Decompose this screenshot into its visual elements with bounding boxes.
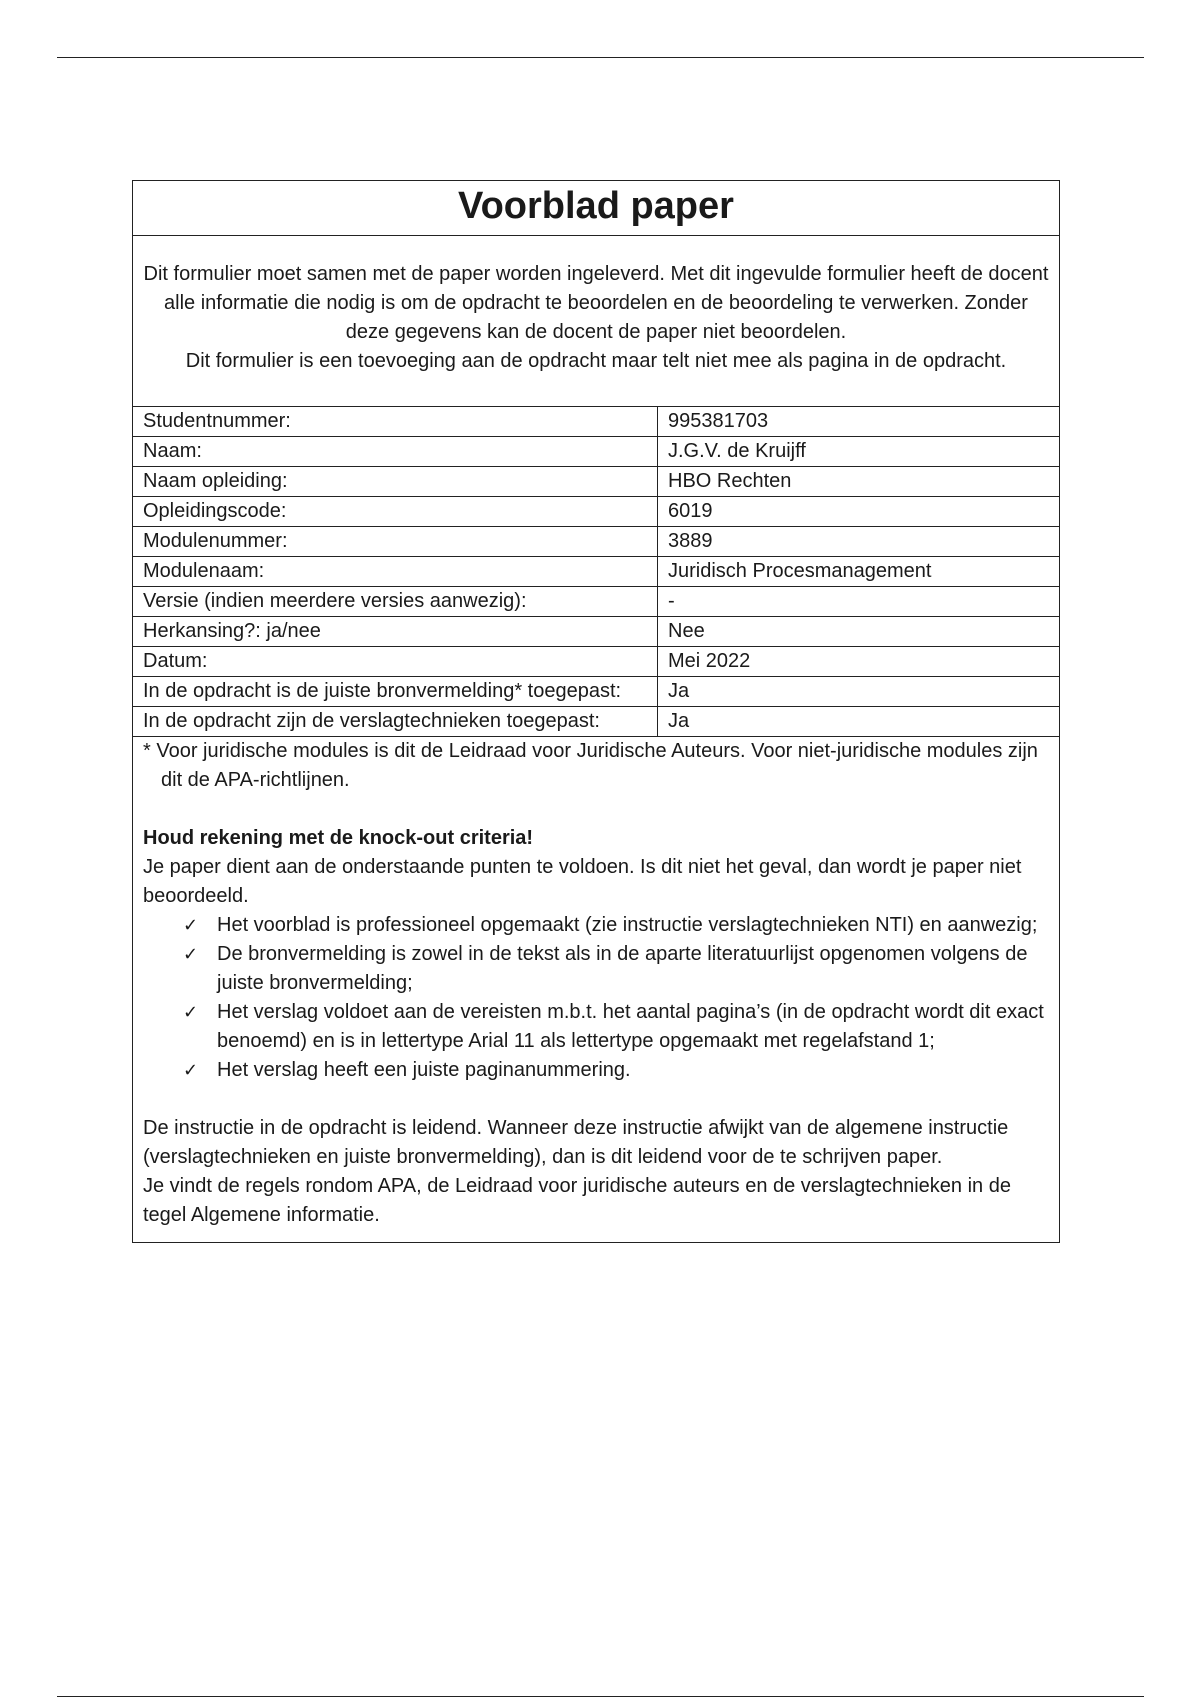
list-item-text: Het verslag heeft een juiste paginanummering. xyxy=(217,1059,631,1081)
field-value: Juridisch Procesmanagement xyxy=(668,560,932,582)
field-value: - xyxy=(668,590,675,612)
field-value: HBO Rechten xyxy=(668,470,792,492)
list-item xyxy=(183,1056,1049,1085)
field-value: 6019 xyxy=(668,500,713,522)
field-label: In de opdracht is de juiste bronvermelding* toegepast: xyxy=(133,677,658,706)
page-title: Voorblad paper xyxy=(133,181,1059,236)
field-value: 3889 xyxy=(668,530,713,552)
checkmark-icon: ✓ xyxy=(183,1002,199,1023)
field-label: Modulenummer: xyxy=(133,527,658,556)
field-value: Ja xyxy=(668,710,690,732)
list-item xyxy=(183,911,1049,940)
table-row xyxy=(133,527,1059,557)
field-label: Naam opleiding: xyxy=(133,467,658,496)
intro-paragraph-1: Dit formulier moet samen met de paper worden ingeleverd. Met dit ingevulde formulier heeft de docent alle informatie die nodig is om de opdracht te beoordelen en de beoordeling te verwerken. Zonder deze gegevens kan de docent de paper niet beoordelen. xyxy=(143,263,1049,343)
intro-paragraph-2: Dit formulier is een toevoeging aan de opdracht maar telt niet mee als pagina in de opdracht. xyxy=(185,350,1007,372)
field-value: J.G.V. de Kruijff xyxy=(668,440,806,462)
knockout-checklist xyxy=(143,911,1049,1085)
checkmark-icon: ✓ xyxy=(183,1060,199,1081)
closing-paragraph-2: Je vindt de regels rondom APA, de Leidraad voor juridische auteurs en de verslagtechnieken in de tegel Algemene informatie. xyxy=(143,1175,1011,1226)
footnote: * Voor juridische modules is dit de Leidraad voor Juridische Auteurs. Voor niet-juridische modules zijn dit de APA-richtlijnen. xyxy=(143,740,1038,791)
field-label: Datum: xyxy=(133,647,658,676)
table-row xyxy=(133,497,1059,527)
list-item xyxy=(183,940,1049,998)
field-value: Ja xyxy=(668,680,690,702)
checkmark-icon: ✓ xyxy=(183,944,199,965)
field-label: Herkansing?: ja/nee xyxy=(133,617,658,646)
top-divider xyxy=(57,57,1144,58)
table-row xyxy=(133,437,1059,467)
table-row xyxy=(133,677,1059,707)
list-item-text: Het verslag voldoet aan de vereisten m.b.t. het aantal pagina’s (in de opdracht wordt dit exact benoemd) en is in lettertype Arial 11 als lettertype opgemaakt met regelafstand 1; xyxy=(217,1001,1044,1052)
table-row xyxy=(133,707,1059,737)
field-value: Nee xyxy=(668,620,705,642)
field-label: Opleidingscode: xyxy=(133,497,658,526)
notes-section xyxy=(133,737,1059,1242)
list-item-text: Het voorblad is professioneel opgemaakt (zie instructie verslagtechnieken NTI) en aanwezig; xyxy=(217,914,1038,936)
field-label: Naam: xyxy=(133,437,658,466)
field-label: Versie (indien meerdere versies aanwezig): xyxy=(133,587,658,616)
knockout-intro: Je paper dient aan de onderstaande punten te voldoen. Is dit niet het geval, dan wordt je paper niet beoordeeld. xyxy=(143,856,1022,907)
closing-paragraph-1: De instructie in de opdracht is leidend. Wanneer deze instructie afwijkt van de algemene instructie (verslagtechnieken en juiste bronvermelding), dan is dit leidend voor de te schrijven paper. xyxy=(143,1117,1009,1168)
checkmark-icon: ✓ xyxy=(183,915,199,936)
cover-form xyxy=(132,180,1060,1243)
fields-table xyxy=(133,407,1059,737)
table-row xyxy=(133,647,1059,677)
table-row xyxy=(133,407,1059,437)
table-row xyxy=(133,617,1059,647)
table-row xyxy=(133,557,1059,587)
spacer xyxy=(143,1085,1049,1114)
intro-text xyxy=(133,236,1059,407)
list-item-text: De bronvermelding is zowel in de tekst als in de aparte literatuurlijst opgenomen volgens de juiste bronvermelding; xyxy=(217,943,1028,994)
table-row xyxy=(133,587,1059,617)
field-label: Modulenaam: xyxy=(133,557,658,586)
list-item xyxy=(183,998,1049,1056)
field-value: 995381703 xyxy=(668,410,769,432)
field-label: In de opdracht zijn de verslagtechnieken toegepast: xyxy=(133,707,658,736)
field-value: Mei 2022 xyxy=(668,650,751,672)
field-label: Studentnummer: xyxy=(133,407,658,436)
bottom-divider xyxy=(57,1696,1144,1697)
knockout-heading: Houd rekening met de knock-out criteria! xyxy=(143,827,534,849)
table-row xyxy=(133,467,1059,497)
